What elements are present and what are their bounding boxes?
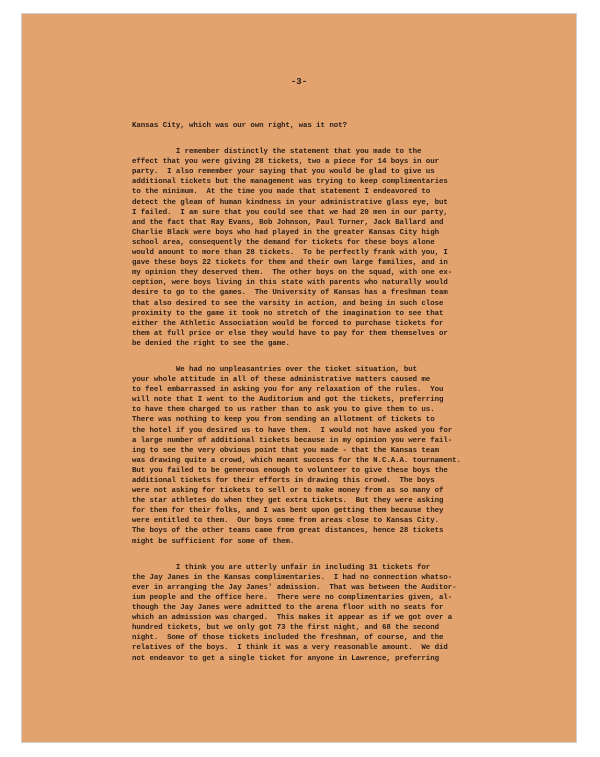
text-line: would amount to more than 28 tickets. To be perfectly frank with you, I (132, 249, 448, 258)
text-line: effect that you were giving 28 tickets, two a piece for 14 boys in our (132, 158, 439, 167)
letter-page (22, 14, 576, 742)
letter-body (132, 121, 544, 664)
text-line: a large number of additional tickets because in my opinion you were fail- (132, 436, 453, 445)
text-line: night. Some of those tickets included the freshman, of course, and the (132, 634, 444, 643)
text-line: not endeavor to get a single ticket for anyone in Lawrence, preferring (132, 654, 439, 663)
page-number: -3- (290, 77, 308, 87)
opening-line (132, 121, 544, 131)
text-line: desire to go to the games. The University of Kansas has a freshman team (132, 289, 448, 298)
text-line: ception, were boys living in this state with parents who naturally would (132, 279, 448, 288)
text-line: party. I also remember your saying that you would be glad to give us (132, 168, 435, 177)
text-line: the Jay Janes in the Kansas complimentaries. I had no connection whatso- (132, 573, 453, 582)
text-line: to feel embarrassed in asking you for any relaxation of the rules. You (132, 386, 444, 395)
text-line: There was nothing to keep you from sending an allotment of tickets to (132, 416, 435, 425)
text-line: The boys of the other teams came from great distances, hence 28 tickets (132, 527, 444, 536)
text-line: But you failed to be generous enough to volunteer to give these boys the (132, 466, 448, 475)
text-line: was drawing quite a crowd, which meant success for the N.C.A.A. tournament. (132, 456, 461, 465)
text-line: proximity to the game it took no stretch of the imagination to see that (132, 309, 444, 318)
text-line: additional tickets but the management was trying to keep complimentaries (132, 178, 448, 187)
text-line: detect the gleam of human kindness in your administrative glass eye, but (132, 198, 448, 207)
text-line: either the Athletic Association would be forced to purchase tickets for (132, 319, 444, 328)
text-line: We had no unpleasantries over the ticket situation, but (132, 365, 418, 374)
text-line: ing to see the very obvious point that you made - that the Kansas team (132, 446, 439, 455)
paragraph-unpleasantries (132, 365, 544, 547)
text-line: to the minimum. At the time you made that statement I endeavored to (132, 188, 431, 197)
text-line: ever in arranging the Jay Janes' admission. That was between the Auditor- (132, 583, 457, 592)
text-line: and the fact that Ray Evans, Bob Johnson, Paul Turner, Jack Ballard and (132, 218, 444, 227)
text-line: might be sufficient for some of them. (132, 537, 295, 546)
text-line: which an admission was charged. This makes it appear as if we got over a (132, 614, 453, 623)
text-line: that also desired to see the varsity in action, and being in such close (132, 299, 444, 308)
text-line: though the Jay Janes were admitted to the arena floor with no seats for (132, 604, 444, 613)
text-line: your whole attitude in all of these administrative matters caused me (132, 376, 431, 385)
text-line: ium people and the office here. There were no complimentaries given, al- (132, 593, 453, 602)
text-line: additional tickets for their efforts in drawing this crowd. The boys (132, 477, 435, 485)
text-line: for them for their folks, and I was bent upon getting them because they (132, 507, 444, 516)
text-line: the star athletes do when they get extra tickets. But they were asking (132, 497, 444, 506)
text-line: Kansas City, which was our own right, was it not? (132, 122, 347, 130)
text-line: to have them charged to us rather than to ask you to give them to us. (132, 406, 435, 415)
text-line: school area, consequently the demand for tickets for these boys alone (132, 238, 435, 247)
text-line: hundred tickets, but we only got 73 the first night, and 68 the second (132, 624, 439, 633)
text-line: my opinion they deserved them. The other boys on the squad, with one ex- (132, 269, 453, 278)
text-line: I think you are utterly unfair in including 31 tickets for (132, 563, 431, 572)
paragraph-tickets-statement (132, 147, 544, 349)
paragraph-jay-janes (132, 563, 544, 664)
text-line: relatives of the boys. I think it was a very reasonable amount. We did (132, 644, 448, 653)
text-line: will note that I went to the Auditorium and got the tickets, preferring (132, 396, 444, 405)
text-line: Charlie Black were boys who had played in the greater Kansas City high (132, 228, 439, 237)
text-line: were not asking for tickets to sell or to make money from as so many of (132, 487, 444, 496)
text-line: them at full price or else they would have to pay for them themselves or (132, 329, 448, 338)
text-line: I remember distinctly the statement that you made to the (132, 148, 422, 157)
text-line: the hotel if you desired us to have them. I would not have asked you for (132, 426, 453, 435)
text-line: be denied the right to see the game. (132, 339, 290, 348)
text-line: I failed. I am sure that you could see that we had 20 men in our party, (132, 208, 448, 217)
text-line: gave these boys 22 tickets for them and their own large families, and in (132, 259, 448, 268)
text-line: were entitled to them. Our boys come from areas close to Kansas City. (132, 517, 439, 526)
